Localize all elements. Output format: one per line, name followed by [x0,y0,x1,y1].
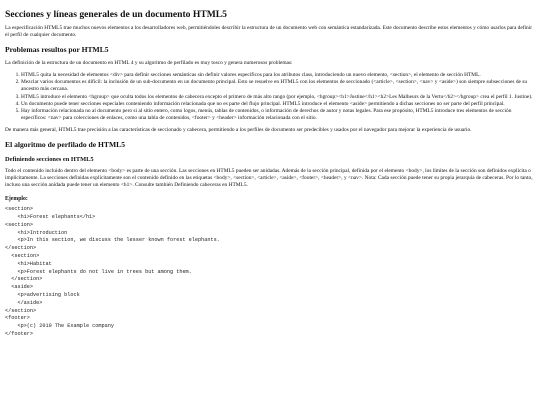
list-item: 3. HTML5 introduce el elemento <hgroup> que oculta todos los elementos de cabecera excepto el primero de más alto rango (por ejemplo, <hgroup><h1>Justine</h1><h2>Les Malheurs de la Vertu</h2></hgroup> crea el perfil 1. Justine). [21,94,536,101]
problems-lead: La definición de la estructura de un documento en HTML 4 y su algoritmo de perfilado es muy tosco y genera numerosos problemas: [5,60,293,66]
problems-closing: De manera más general, HTML5 trae precisión a las características de seccionado y cabecera, permitiendo a los perfiles de documento ser predecibles y usados por el navegador para mejorar la experiencia de usuario. [5,127,472,133]
intro-paragraph: La especificación HTML5 trae muchos nuevos elementos a los desarrolladores web, permitiéndoles describir la estructura de un documento web con semántica estandarizada. Este documento describe estos elementos y cómo usarlos para definir el perfil de cualquier documento. [5,25,533,39]
list-item: 2. Mezclar varios documentos es difícil: la inclusión de un sub-documento en un documento principal. Esto se resuelve en HTML5 con los elementos de seccionado (<article>, <section>, <nav> y <aside>) son siempre subsecciones de su ancestro más cercana. [21,79,536,93]
list-item: 5. Hay información relacionada no al documento pero si al sitio entero, como logos, menús, tablas de contenidos, o información de derechos de autor y notas legales. Para ese propósito, HTML5 introduce tres elementos de sección específicos: <nav> para colecciones de enlaces, como una tabla de contenidos, <footer> y <header> información relacionada con el sitio. [21,108,536,122]
example-label: Ejemplo: [5,195,28,202]
code-example: <section> <h1>Forest elephants</h1> <section> <h1>Introduction <p>In this section, we discuss the lesser known forest elephants. </section> <section> <h1>Habitat <p>Forest elephants do not live in trees but among them. </section> <aside> <p>advertising block </aside> </section> <footer> <p>(c) 2010 The Example company </footer> [5,206,220,337]
defining-sections-heading: Definiendo secciones en HTML5 [5,155,94,163]
problems-list [5,72,536,122]
page-title: Secciones y líneas generales de un documento HTML5 [5,9,227,20]
algorithm-paragraph: Todo el contenido incluido dentro del elemento <body> es parte de una sección. Las secciones en HTML5 pueden ser anidadas. Además de la sección principal, definida por el elemento <body>, los límites de la sección son definidos explícita o implícitamente. La secciones definidas explícitamente son el contenido definido en las etiquetas <body>, <section>, <article>, <aside>, <footer>, <header>, y <nav>. Nota: Cada sección puede tener su propia jerarquía de cabeceras. Por lo tanto, incluso una sección anidada puede tener un elemento <h1>. Consulte también Definiendo cabeceras en HTML5. [5,168,533,189]
list-item: 1. HTML5 quita la necesidad de elementos <div> para definir secciones semánticas sin definir valores específicos para los atributos class, introduciendo un nuevo elemento, <section>, el elemento de sección HTML. [21,72,536,79]
list-item: 4. Un documento puede tener secciones especiales conteniendo información relacionada que no es parte del flujo principal. HTML5 introduce el elemento <aside> permitiendo a dichas secciones no ser parte del perfil principal. [21,101,536,108]
algorithm-heading: El algoritmo de perfilado de HTML5 [5,140,126,150]
problems-heading: Problemas resultos por HTML5 [5,45,109,55]
